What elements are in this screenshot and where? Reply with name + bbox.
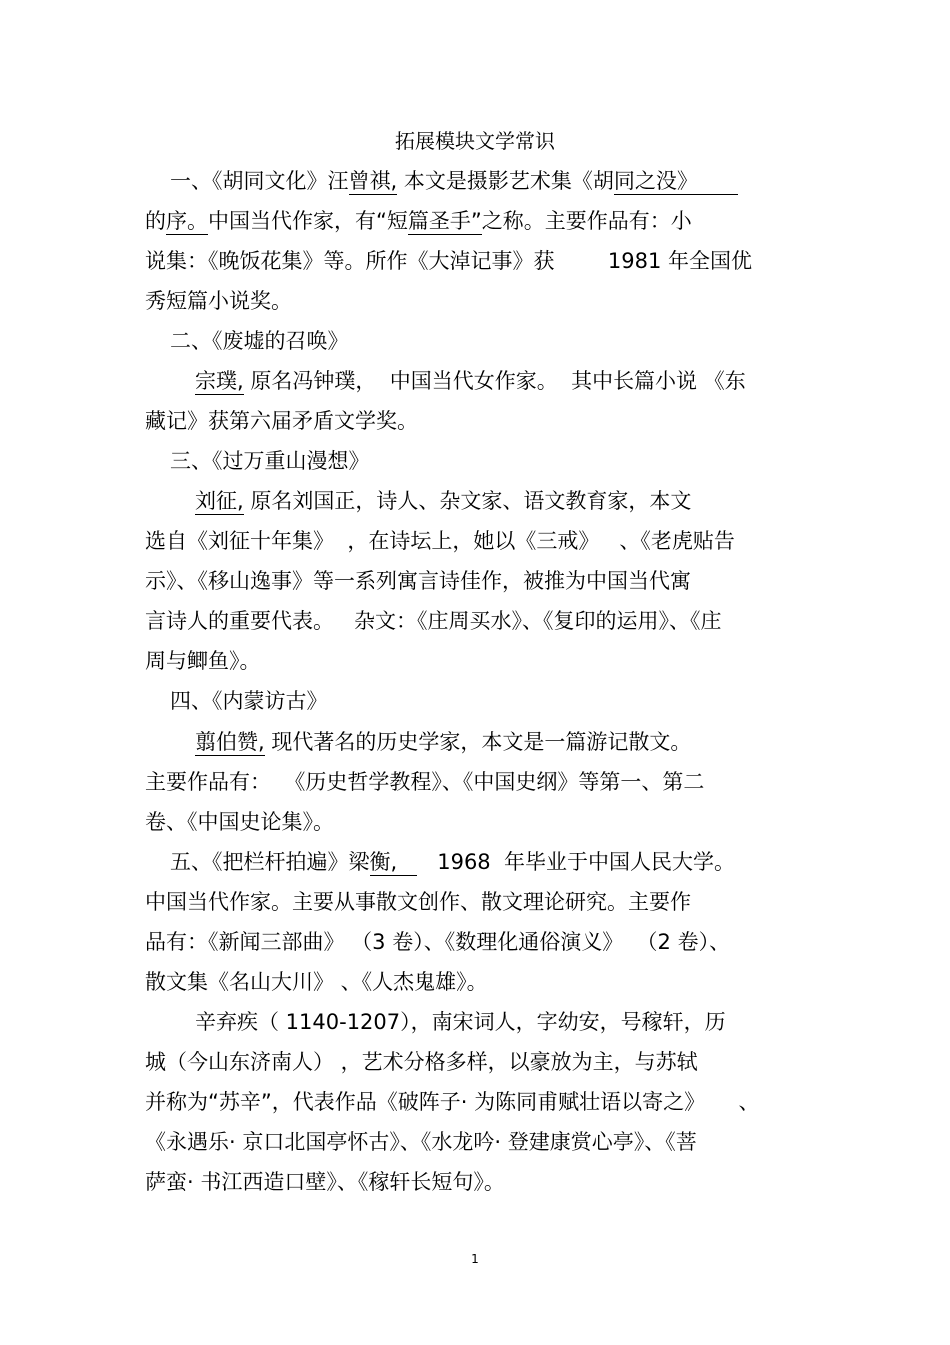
s3-line-2: 选自《刘征十年集》 ，在诗坛上，她以《三戒》 、《老虎贴告 <box>145 529 735 553</box>
s1-l2e: 之称。主要作品有：小 <box>481 209 692 233</box>
s1-l2c: 中国当代作家，有“短 <box>208 209 408 233</box>
s4-author-underlined: 翦伯赞, <box>195 730 265 754</box>
s3-line-5: 周与鲫鱼》。 <box>145 649 261 673</box>
s5-head: 五、《把栏杆拍遍》梁 <box>170 850 370 874</box>
s3-line-4: 言诗人的重要代表。 杂文：《庄周买水》、《复印的运用》、《庄 <box>145 609 722 633</box>
s1-l2d-underlined: 篇圣手” <box>407 209 482 233</box>
s5-line-1 <box>170 847 735 877</box>
s1-line-1 <box>170 166 738 196</box>
s5-line-2: 中国当代作家。主要从事散文创作、散文理论研究。主要作 <box>145 890 691 914</box>
s5-line-3: 品有：《新闻三部曲》 （3 卷）、《数理化通俗演义》 （2 卷）、 <box>145 930 731 954</box>
s1-line-2 <box>145 206 692 236</box>
s4-line-3: 卷、《中国史论集》。 <box>145 810 334 834</box>
s2-author-underlined: 宗璞, <box>195 369 244 393</box>
s5-text: 1968 年毕业于中国人民大学。 <box>417 850 736 874</box>
s1-text: 本文是摄影艺术集《胡 <box>397 169 614 193</box>
s2-line-2: 藏记》获第六届矛盾文学奖。 <box>145 409 418 433</box>
s6-line-4: 《永遇乐· 京口北国亭怀古》、《水龙吟· 登建康赏心亭》、《菩 <box>145 1130 697 1154</box>
s4-line-2: 主要作品有： 《历史哲学教程》、《中国史纲》等第一、第二 <box>145 770 705 794</box>
s1-book-underlined: 同之没》 <box>613 169 738 193</box>
s5-author-underlined: 衡, <box>369 850 418 874</box>
s1-l2a: 的 <box>145 209 166 233</box>
s4-head: 四、《内蒙访古》 <box>170 689 328 713</box>
s1-author-underlined: 曾祺, <box>348 169 398 193</box>
s6-line-1: 辛弃疾（ 1140-1207），南宋词人，字幼安，号稼轩，历 <box>195 1010 726 1034</box>
s2-text: 原名冯钟璞， 中国当代女作家。 其中长篇小说 《东 <box>243 369 746 393</box>
s2-line-1 <box>195 366 746 396</box>
s3-text: 原名刘国正，诗人、杂文家、语文教育家，本文 <box>243 489 692 513</box>
page-number: 1 <box>471 1252 479 1266</box>
s3-author-underlined: 刘征, <box>195 489 244 513</box>
s5-line-4: 散文集《名山大川》 、《人杰鬼雄》。 <box>145 970 488 994</box>
document-title: 拓展模块文学常识 <box>395 129 555 153</box>
s3-line-1 <box>195 486 691 516</box>
s6-line-2: 城（今山东济南人） ，艺术分格多样，以豪放为主，与苏轼 <box>145 1050 698 1074</box>
s3-line-3: 示》、《移山逸事》等一系列寓言诗佳作，被推为中国当代寓 <box>145 569 691 593</box>
s3-head: 三、《过万重山漫想》 <box>170 449 370 473</box>
s1-l2b-underlined: 序。 <box>166 209 208 233</box>
s4-text: 现代著名的历史学家，本文是一篇游记散文。 <box>264 730 692 754</box>
s1-line-4: 秀短篇小说奖。 <box>145 289 292 313</box>
s1-head: 一、《胡同文化》汪 <box>170 169 349 193</box>
s2-head: 二、《废墟的召唤》 <box>170 329 349 353</box>
s6-line-5: 萨蛮· 书江西造口壁》、《稼轩长短句》。 <box>145 1170 505 1194</box>
s4-line-1 <box>195 727 691 757</box>
s1-line-3: 说集：《晚饭花集》等。所作《大淖记事》获 1981 年全国优 <box>145 249 753 273</box>
s6-line-3: 并称为“苏辛”，代表作品《破阵子· 为陈同甫赋壮语以寄之》 、 <box>145 1090 760 1114</box>
